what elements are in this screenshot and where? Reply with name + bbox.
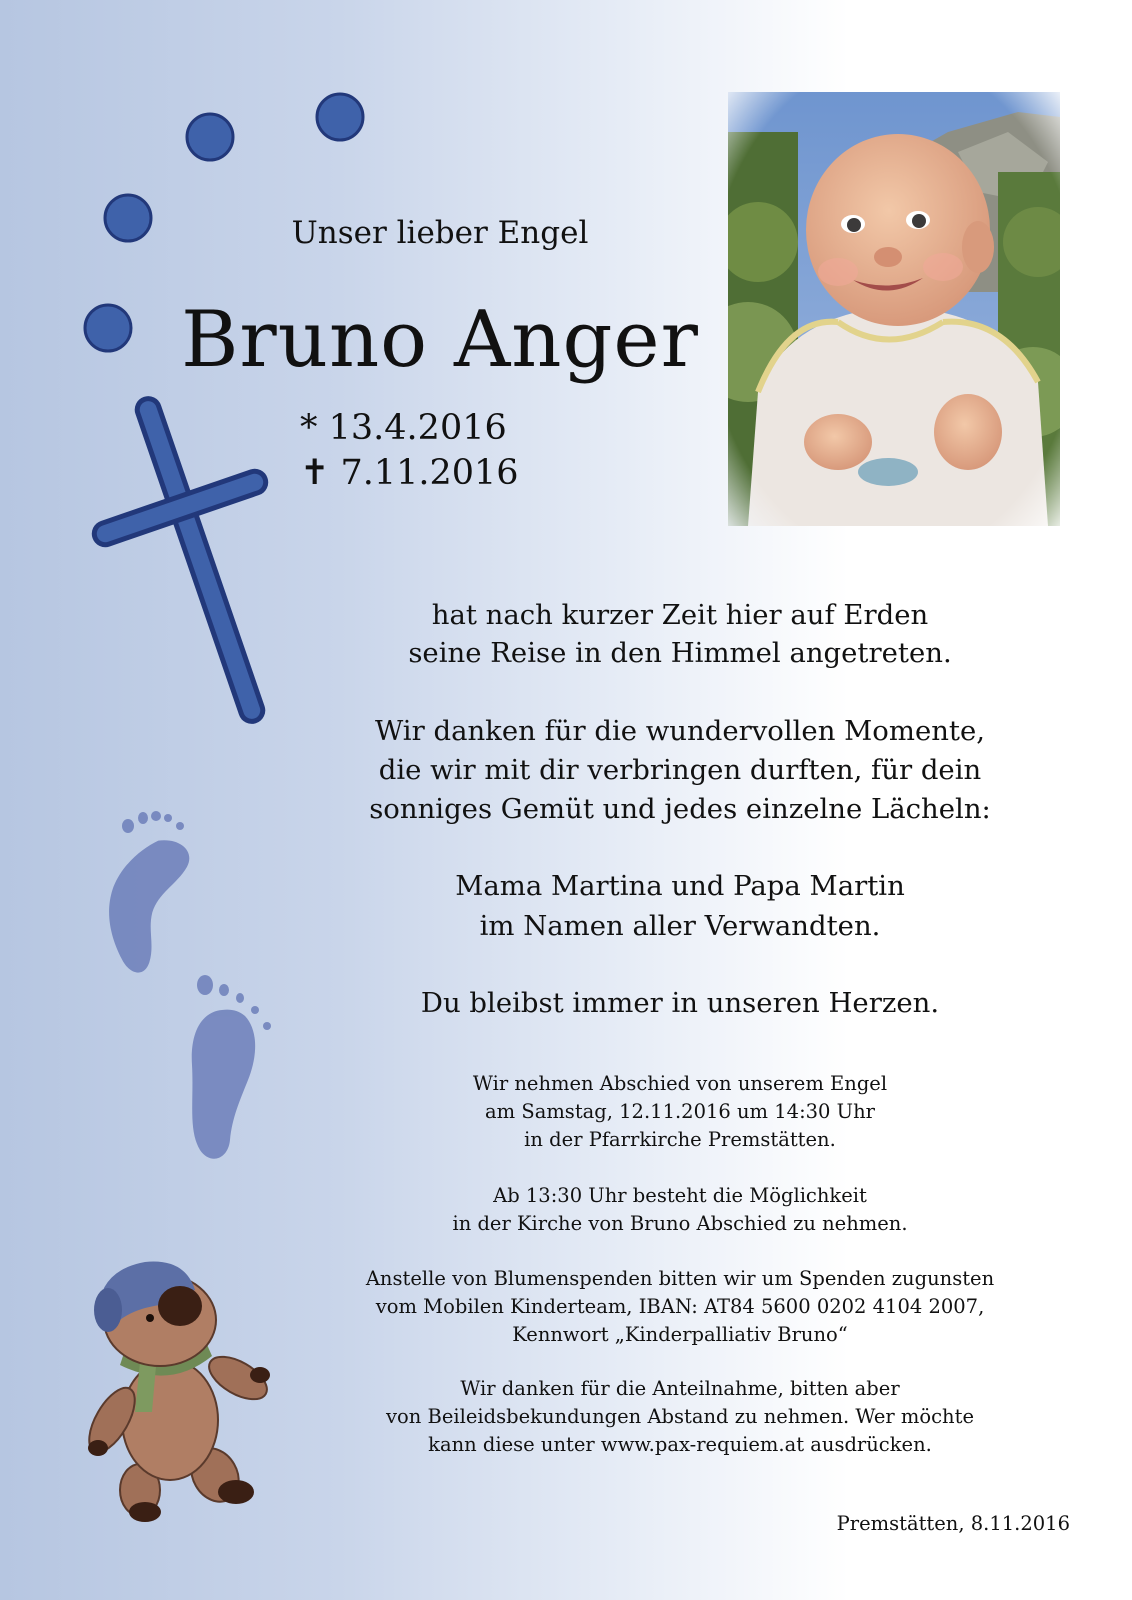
baby-photo: [728, 92, 1060, 526]
message-paragraph-4: [340, 983, 1020, 1023]
details-line: Wir nehmen Abschied von unserem Engel: [472, 1072, 888, 1095]
footprint-icon: [101, 811, 192, 978]
message-line: Du bleibst immer in unseren Herzen.: [420, 987, 940, 1019]
details-line: Kennwort „Kinderpalliativ Bruno“: [512, 1323, 848, 1346]
details-line: in der Pfarrkirche Premstätten.: [524, 1128, 836, 1151]
intro-text: Unser lieber Engel: [291, 215, 589, 251]
details-line: von Beileidsbekundungen Abstand zu nehmen. Wer möchte: [385, 1405, 974, 1428]
cross-icon: [91, 396, 268, 725]
message-paragraph-3: [340, 866, 1020, 946]
details-line: kann diese unter www.pax-requiem.at ausdrücken.: [428, 1433, 932, 1456]
dot-icon: [105, 195, 151, 241]
message-line: hat nach kurzer Zeit hier auf Erden: [431, 599, 929, 631]
details-line: am Samstag, 12.11.2016 um 14:30 Uhr: [485, 1100, 875, 1123]
message-line: seine Reise in den Himmel angetreten.: [408, 637, 952, 669]
message-line: Wir danken für die wundervollen Momente,: [375, 715, 985, 747]
details-condolences: [330, 1375, 1030, 1459]
details-line: Anstelle von Blumenspenden bitten wir um Spenden zugunsten: [365, 1267, 995, 1290]
teddy-bear-icon: [80, 1262, 274, 1522]
dot-icon: [317, 94, 363, 140]
dot-icon: [187, 114, 233, 160]
message-paragraph-1: [340, 596, 1020, 672]
message-line: die wir mit dir verbringen durften, für dein: [378, 754, 982, 786]
death-date: ✝ 7.11.2016: [300, 453, 519, 493]
message-line: Mama Martina und Papa Martin: [455, 870, 905, 902]
baby-photo-image: [728, 92, 1060, 526]
footprint-icon: [192, 975, 271, 1159]
details-funeral: [340, 1070, 1020, 1154]
place-date: Premstätten, 8.11.2016: [836, 1512, 1070, 1535]
message-line: im Namen aller Verwandten.: [479, 910, 881, 942]
details-donations: [330, 1265, 1030, 1349]
details-line: Wir danken für die Anteilnahme, bitten aber: [460, 1377, 900, 1400]
details-line: Ab 13:30 Uhr besteht die Möglichkeit: [493, 1184, 867, 1207]
message-line: sonniges Gemüt und jedes einzelne Lächeln:: [369, 793, 991, 825]
deceased-name: Bruno Anger: [181, 295, 699, 385]
birth-date: * 13.4.2016: [300, 408, 507, 448]
details-line: in der Kirche von Bruno Abschied zu nehmen.: [452, 1212, 908, 1235]
details-viewing: [340, 1182, 1020, 1238]
details-line: vom Mobilen Kinderteam, IBAN: AT84 5600 0202 4104 2007,: [375, 1295, 985, 1318]
dot-icon: [85, 305, 131, 351]
message-paragraph-2: [340, 712, 1020, 829]
